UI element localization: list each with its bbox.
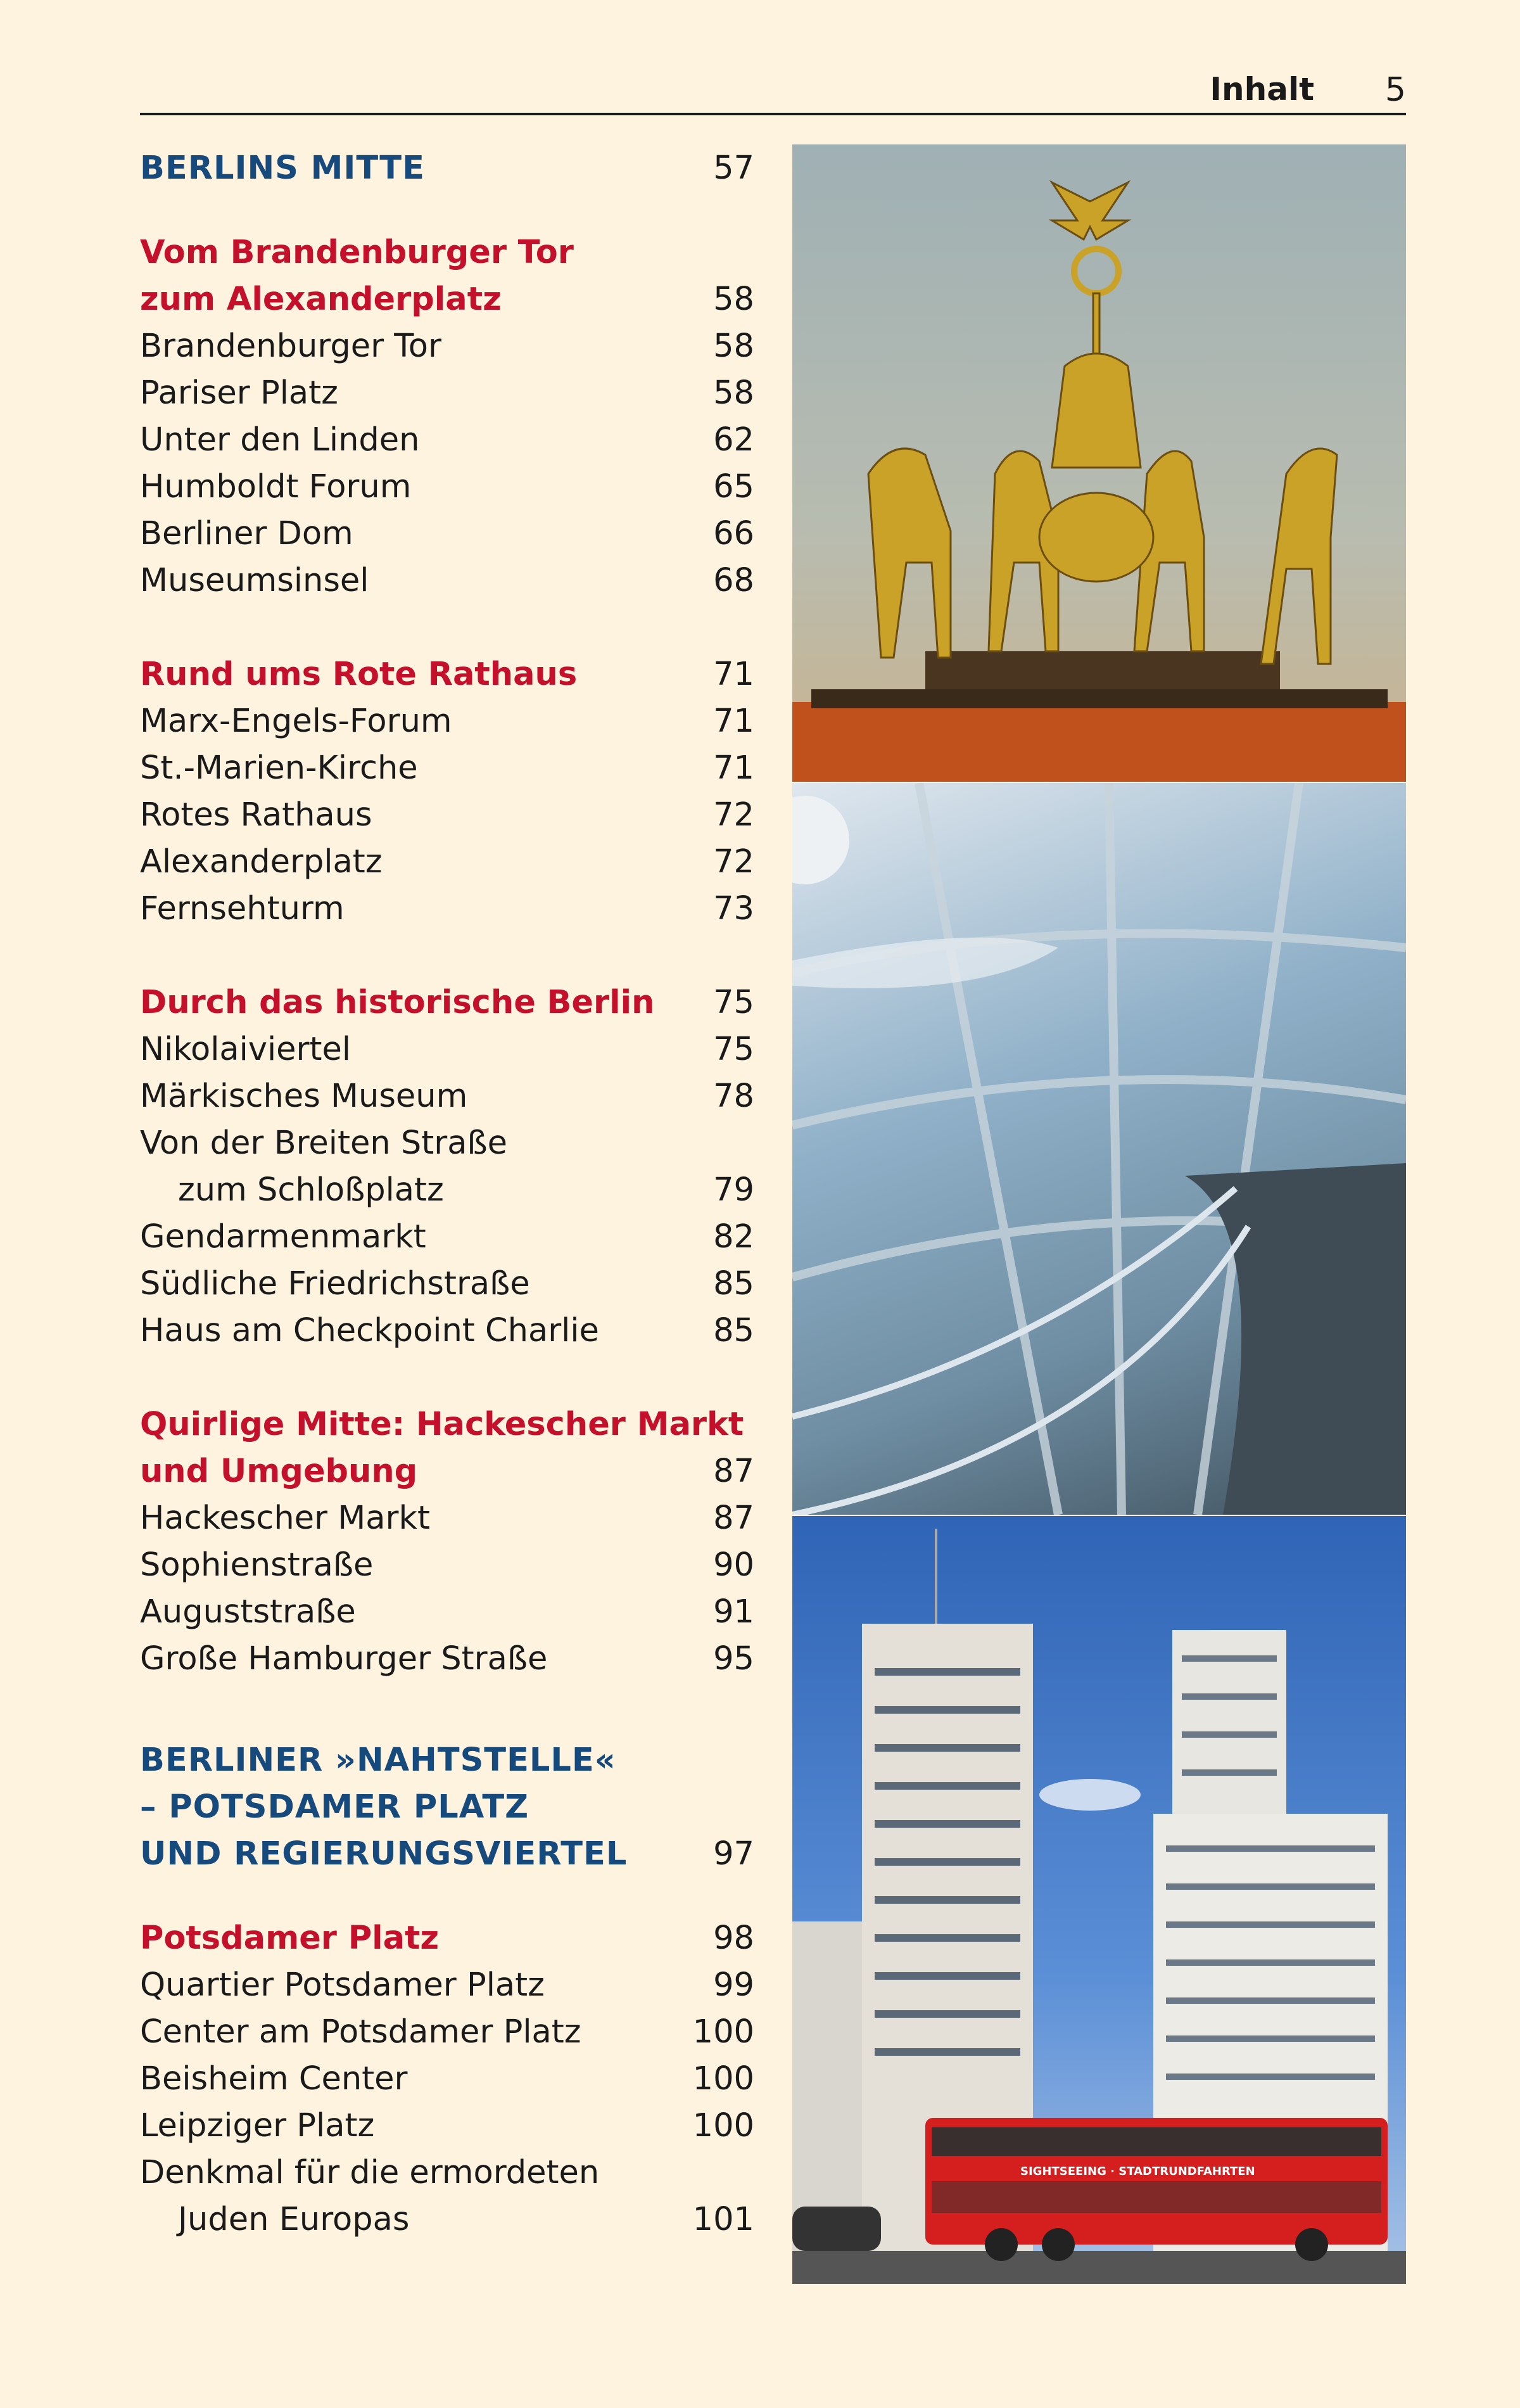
table-of-contents (140, 145, 754, 2243)
toc-line (140, 2196, 754, 2243)
toc-entry[interactable] (140, 1026, 754, 1073)
toc-line (140, 745, 754, 792)
toc-page-number: 75 (713, 1031, 754, 1068)
toc-line (140, 1915, 754, 1962)
toc-entry[interactable] (140, 2103, 754, 2150)
toc-line (140, 1214, 754, 1261)
toc-page-number: 58 (713, 328, 754, 365)
toc-entry-title: Vom Brandenburger Tor (140, 234, 574, 271)
toc-line (140, 1401, 754, 1448)
toc-entry[interactable] (140, 698, 754, 745)
toc-entry[interactable] (140, 1261, 754, 1308)
toc-entry[interactable] (140, 1962, 754, 2009)
toc-page-number: 99 (713, 1966, 754, 2004)
page-number: 5 (1384, 71, 1406, 109)
toc-entry[interactable] (140, 1495, 754, 1542)
header-rule (140, 113, 1406, 115)
toc-entry-title: Pariser Platz (140, 374, 338, 412)
toc-line (140, 792, 754, 839)
toc-line (140, 1073, 754, 1120)
toc-line (140, 1784, 754, 1831)
toc-page-number: 71 (713, 703, 754, 740)
toc-line (140, 839, 754, 886)
toc-entry-title: Von der Breiten Straße (140, 1124, 507, 1162)
toc-entry-title: zum Alexanderplatz (140, 281, 502, 318)
toc-entry[interactable] (140, 839, 754, 886)
toc-entry-title: Humboldt Forum (140, 468, 412, 506)
toc-line (140, 1026, 754, 1073)
photo-quadriga (792, 144, 1406, 782)
toc-line (140, 2056, 754, 2103)
toc-line (140, 979, 754, 1026)
toc-page-number: 100 (692, 2107, 754, 2144)
toc-line (140, 1495, 754, 1542)
toc-page-number: 62 (713, 421, 754, 459)
toc-page-number: 85 (713, 1265, 754, 1303)
toc-section-heading[interactable] (140, 1915, 754, 1962)
toc-section-heading[interactable] (140, 979, 754, 1026)
toc-line (140, 1589, 754, 1636)
toc-line (140, 1308, 754, 1354)
photo-reichstag-dome (792, 783, 1406, 1515)
toc-entry-title: UND REGIERUNGSVIERTEL (140, 1835, 628, 1873)
toc-line (140, 276, 754, 323)
toc-entry[interactable] (140, 2009, 754, 2056)
toc-entry-title: Haus am Checkpoint Charlie (140, 1312, 599, 1349)
toc-line (140, 417, 754, 464)
toc-entry[interactable] (140, 1214, 754, 1261)
toc-entry-title: Hackescher Markt (140, 1500, 430, 1537)
toc-page-number: 98 (713, 1920, 754, 1957)
toc-page-number: 73 (713, 890, 754, 927)
toc-page-number: 65 (713, 468, 754, 506)
toc-page-number: 79 (713, 1171, 754, 1209)
toc-entry[interactable] (140, 323, 754, 370)
toc-page-number: 58 (713, 374, 754, 412)
toc-page-number: 87 (713, 1453, 754, 1490)
toc-entry-title: Alexanderplatz (140, 843, 383, 881)
toc-entry-title: Center am Potsdamer Platz (140, 2013, 581, 2051)
toc-page-number: 72 (713, 796, 754, 834)
toc-entry[interactable] (140, 511, 754, 557)
toc-entry[interactable] (140, 370, 754, 417)
toc-line (140, 370, 754, 417)
toc-entry-title: Märkisches Museum (140, 1078, 468, 1115)
toc-entry-title: Nikolaiviertel (140, 1031, 352, 1068)
toc-page-number: 101 (692, 2201, 754, 2238)
toc-line (140, 145, 754, 192)
toc-line (140, 1120, 754, 1167)
toc-line (140, 1737, 754, 1784)
toc-page-number: 100 (692, 2060, 754, 2098)
toc-entry-title: Rotes Rathaus (140, 796, 372, 834)
toc-entry[interactable] (140, 1589, 754, 1636)
toc-entry-title: Beisheim Center (140, 2060, 408, 2098)
toc-line (140, 229, 754, 276)
toc-chapter[interactable] (140, 1737, 754, 1878)
toc-entry-title: Große Hamburger Straße (140, 1640, 548, 1678)
toc-entry-title: Unter den Linden (140, 421, 420, 459)
toc-entry-title: Durch das historische Berlin (140, 984, 655, 1021)
running-header-title: Inhalt (1210, 71, 1314, 108)
toc-entry[interactable] (140, 1636, 754, 1683)
toc-line (140, 1962, 754, 2009)
toc-line (140, 698, 754, 745)
toc-page-number: 78 (713, 1078, 754, 1115)
toc-entry[interactable] (140, 1120, 754, 1214)
toc-section-heading[interactable] (140, 651, 754, 698)
toc-line (140, 651, 754, 698)
toc-entry-title: Gendarmenmarkt (140, 1218, 426, 1256)
toc-entry-title: Marx-Engels-Forum (140, 703, 452, 740)
toc-entry-title: BERLINS MITTE (140, 150, 425, 187)
toc-entry[interactable] (140, 1073, 754, 1120)
toc-line (140, 1448, 754, 1495)
toc-entry[interactable] (140, 1308, 754, 1354)
toc-entry-title: Potsdamer Platz (140, 1920, 440, 1957)
toc-entry[interactable] (140, 557, 754, 604)
toc-entry[interactable] (140, 2150, 754, 2243)
toc-line (140, 464, 754, 511)
toc-entry-title: zum Schloßplatz (178, 1171, 444, 1209)
toc-line (140, 2150, 754, 2196)
toc-entry-title: Brandenburger Tor (140, 328, 441, 365)
toc-chapter[interactable] (140, 145, 754, 192)
toc-page-number: 100 (692, 2013, 754, 2051)
toc-entry-title: Südliche Friedrichstraße (140, 1265, 530, 1303)
toc-entry[interactable] (140, 417, 754, 464)
toc-page-number: 58 (713, 281, 754, 318)
toc-page-number: 71 (713, 749, 754, 787)
toc-entry-title: Juden Europas (178, 2201, 410, 2238)
toc-entry-title: Auguststraße (140, 1593, 356, 1631)
toc-line (140, 323, 754, 370)
toc-entry[interactable] (140, 886, 754, 933)
toc-entry-title: Fernsehturm (140, 890, 345, 927)
toc-page-number: 68 (713, 562, 754, 599)
toc-page-number: 91 (713, 1593, 754, 1631)
toc-entry-title: Museumsinsel (140, 562, 369, 599)
toc-page-number: 87 (713, 1500, 754, 1537)
toc-line (140, 2009, 754, 2056)
toc-page-number: 72 (713, 843, 754, 881)
toc-entry-title: Sophienstraße (140, 1546, 374, 1584)
toc-entry-title: BERLINER »NAHTSTELLE« (140, 1742, 616, 1779)
toc-page-number: 57 (713, 150, 754, 187)
toc-line (140, 1542, 754, 1589)
toc-page-number: 75 (713, 984, 754, 1021)
toc-entry-title: und Umgebung (140, 1453, 418, 1490)
toc-section-heading[interactable] (140, 229, 754, 323)
toc-line (140, 1831, 754, 1878)
toc-entry-title: Quartier Potsdamer Platz (140, 1966, 545, 2004)
toc-line (140, 1167, 754, 1214)
toc-entry[interactable] (140, 464, 754, 511)
toc-line (140, 511, 754, 557)
toc-page-number: 85 (713, 1312, 754, 1349)
toc-line (140, 557, 754, 604)
toc-section-heading[interactable] (140, 1401, 754, 1495)
toc-entry-title: Leipziger Platz (140, 2107, 375, 2144)
toc-page-number: 71 (713, 656, 754, 693)
toc-line (140, 886, 754, 933)
toc-entry[interactable] (140, 745, 754, 792)
toc-entry-title: Quirlige Mitte: Hackescher Markt (140, 1406, 744, 1443)
toc-entry-title: Rund ums Rote Rathaus (140, 656, 578, 693)
toc-page-number: 90 (713, 1546, 754, 1584)
toc-page-number: 95 (713, 1640, 754, 1678)
toc-entry-title: Berliner Dom (140, 515, 353, 552)
toc-page-number: 66 (713, 515, 754, 552)
toc-entry[interactable] (140, 1542, 754, 1589)
toc-entry-title: St.-Marien-Kirche (140, 749, 418, 787)
toc-page-number: 82 (713, 1218, 754, 1256)
toc-entry[interactable] (140, 2056, 754, 2103)
toc-entry-title: – POTSDAMER PLATZ (140, 1788, 529, 1826)
photo-potsdamer-platz (792, 1516, 1406, 2284)
toc-page-number: 97 (713, 1835, 754, 1873)
toc-entry-title: Denkmal für die ermordeten (140, 2154, 600, 2191)
toc-entry[interactable] (140, 792, 754, 839)
toc-line (140, 1636, 754, 1683)
toc-line (140, 1261, 754, 1308)
toc-line (140, 2103, 754, 2150)
bus-sign: SIGHTSEEING · STADTRUNDFAHRTEN (1020, 2165, 1255, 2178)
